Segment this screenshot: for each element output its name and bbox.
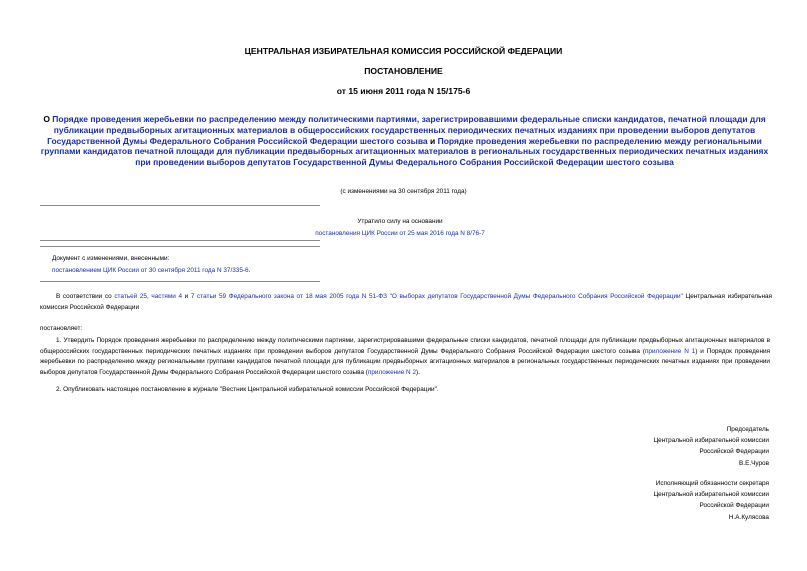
signature-org: Центральной избирательной комиссии bbox=[653, 491, 769, 499]
signature-secretary bbox=[653, 478, 769, 523]
signature-name: Н.А.Кулясова bbox=[728, 513, 769, 521]
basis-paragraph bbox=[40, 292, 772, 313]
signature-org-country: Российской Федерации bbox=[699, 448, 769, 456]
divider bbox=[40, 281, 320, 282]
basis-prefix: В соответствии со bbox=[56, 293, 115, 300]
changes-suffix: . bbox=[248, 266, 251, 274]
resolution-item-2 bbox=[40, 386, 770, 393]
signature-role: Председатель bbox=[726, 426, 769, 433]
resolution-item-1 bbox=[40, 336, 770, 378]
amendment-note: (с изменениями на 30 сентября 2011 года) bbox=[340, 188, 467, 195]
title-link-procedure-2[interactable]: Порядке проведения жеребьевки по распределению между региональными группами кандидатов печатной площади для публикации предвыборных агитационных материалов в региональных государственных периодических печатных изданиях при проведении выборов депутатов Государственной Думы Федерального Собрания Российской Федерации шестого созыва bbox=[40, 135, 769, 168]
changes-link[interactable]: постановлением ЦИК России от 30 сентября 2011 года N 37/335-6 bbox=[52, 266, 249, 274]
divider bbox=[40, 240, 320, 241]
signature-name: В.Е.Чуров bbox=[739, 459, 769, 467]
title-conjunction: и bbox=[427, 135, 438, 146]
appendix-2-link[interactable]: приложение N 2 bbox=[367, 368, 416, 376]
document-title bbox=[36, 114, 773, 168]
item2-text: 2. Опубликовать настоящее постановление в журнале "Вестник Центральной избирательной комиссии Российской Федерации". bbox=[56, 386, 439, 393]
changes-label: Документ с изменениями, внесенными: bbox=[52, 255, 170, 262]
divider bbox=[40, 246, 320, 247]
changes-note bbox=[52, 253, 250, 277]
lost-force-link[interactable]: постановления ЦИК России от 25 мая 2016 года N 8/76-7 bbox=[315, 229, 485, 237]
signature-chairman bbox=[653, 424, 769, 469]
basis-link-article-59[interactable]: 7 статьи 59 Федерального закона от 18 мая 2005 года N 51-ФЗ "О выборах депутатов Государственной Думы Федерального Собрания Российской Федерации" bbox=[190, 293, 683, 300]
appendix-1-link[interactable]: приложение N 1 bbox=[644, 347, 696, 355]
lost-force-note bbox=[300, 216, 500, 239]
signature-role: Исполняющий обязанности секретаря bbox=[655, 480, 769, 487]
item1-text-2: ) и Порядок проведения жеребьевки по распределению между региональными группами кандидатов печатной площади для публикации предвыборных агитационных материалов в региональных государственных периодических печатных изданиях при проведении выборов депутатов Государственной Думы Федерального Собрания Российской Федерации шестого созыва ( bbox=[40, 347, 771, 376]
lost-force-label: Утратило силу на основании bbox=[357, 218, 443, 225]
signature-org: Центральной избирательной комиссии bbox=[653, 437, 769, 445]
signature-org-country: Российской Федерации bbox=[699, 502, 769, 510]
document-type-heading: ПОСТАНОВЛЕНИЕ bbox=[364, 66, 443, 76]
item1-text-1: 1. Утвердить Порядок проведения жеребьевки по распределению между политическими партиями, зарегистрировавшими федеральные списки кандидатов, печатной площади для публикации предвыборных агитационных материалов в общероссийских государственных периодических печатных изданиях при проведении выборов депутатов Государственной Думы Федерального Собрания Российской Федерации шестого созыва ( bbox=[40, 337, 770, 355]
title-prefix: О bbox=[43, 114, 53, 124]
title-link-procedure-1[interactable]: Порядке проведения жеребьевки по распределению между политическими партиями, зарегистрировавшими федеральные списки кандидатов, печатной площади для публикации предвыборных агитационных материалов в общероссийских государственных периодических печатных изданиях при проведении выборов депутатов Государственной Думы Федерального Собрания Российской Федерации шестого созыва bbox=[47, 114, 766, 146]
item1-text-3: ). bbox=[416, 368, 420, 376]
divider bbox=[40, 205, 320, 206]
organization-heading: ЦЕНТРАЛЬНАЯ ИЗБИРАТЕЛЬНАЯ КОМИССИЯ РОССИЙСКОЙ ФЕДЕРАЦИИ bbox=[244, 46, 563, 56]
basis-suffix: Центральная избирательная комиссия Российской Федерации bbox=[40, 293, 773, 311]
basis-mid: и bbox=[182, 293, 191, 300]
document-date-number: от 15 июня 2011 года N 15/175-6 bbox=[336, 86, 471, 96]
basis-link-article-25[interactable]: статьей 25, частями 4 bbox=[114, 293, 182, 300]
resolves-label: постановляет: bbox=[40, 325, 83, 332]
